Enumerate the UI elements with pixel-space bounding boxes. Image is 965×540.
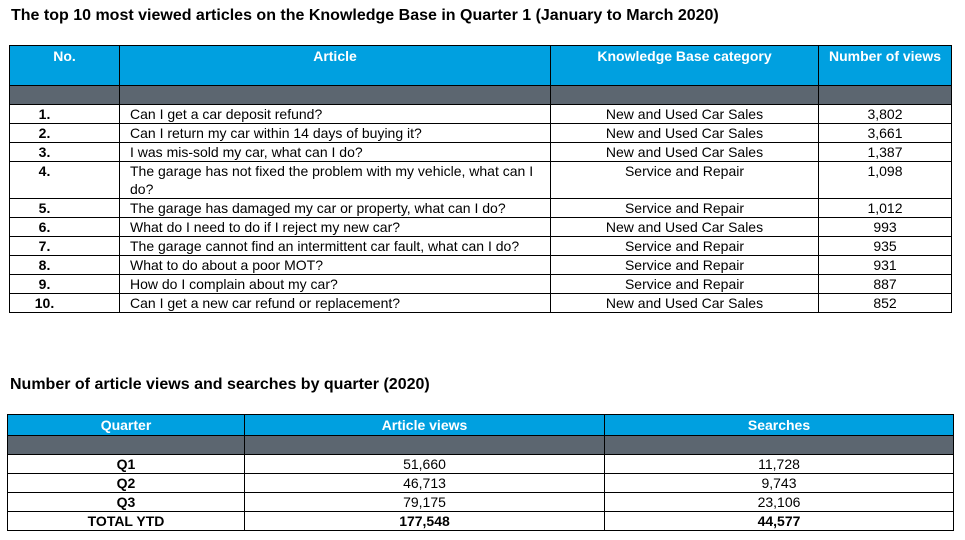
article-category: New and Used Car Sales [551,218,819,237]
view-count: 935 [819,237,952,256]
article-title: What do I need to do if I reject my new car? [120,218,551,237]
row-number: 10. [10,294,120,313]
total-searches: 44,577 [605,512,954,531]
table-row [10,162,952,199]
row-number: 6. [10,218,120,237]
article-category: New and Used Car Sales [551,294,819,313]
searches-value: 9,743 [605,474,954,493]
quarterly-stats-title: Number of article views and searches by quarter (2020) [10,376,430,393]
article-title: I was mis-sold my car, what can I do? [120,143,551,162]
article-category: New and Used Car Sales [551,124,819,143]
table-row [10,256,952,275]
column-header-article-views: Article views [245,415,605,436]
table-header-row [10,46,952,86]
quarterly-stats-table [7,414,954,531]
article-category: Service and Repair [551,275,819,294]
table-row [10,237,952,256]
article-category: Service and Repair [551,237,819,256]
row-number: 4. [10,162,120,199]
row-number: 9. [10,275,120,294]
article-category: Service and Repair [551,199,819,218]
column-header-article: Article [120,46,551,86]
article-category: New and Used Car Sales [551,105,819,124]
row-number: 2. [10,124,120,143]
view-count: 1,387 [819,143,952,162]
row-number: 3. [10,143,120,162]
table-row [10,143,952,162]
table-row [10,105,952,124]
article-views-value: 51,660 [245,455,605,474]
table-row [8,474,954,493]
header-separator-row [8,436,954,455]
table-row [8,455,954,474]
row-number: 5. [10,199,120,218]
table-row [10,124,952,143]
quarter-label: Q3 [8,493,245,512]
top-articles-table [9,45,952,313]
article-views-value: 46,713 [245,474,605,493]
table-row [10,218,952,237]
column-header-category: Knowledge Base category [551,46,819,86]
header-separator-row [10,86,952,105]
article-title: How do I complain about my car? [120,275,551,294]
top-articles-title: The top 10 most viewed articles on the Knowledge Base in Quarter 1 (January to March 2020) [11,7,719,24]
article-category: New and Used Car Sales [551,143,819,162]
table-row [10,294,952,313]
table-row [8,493,954,512]
article-title: What to do about a poor MOT? [120,256,551,275]
column-header-searches: Searches [605,415,954,436]
column-header-no: No. [10,46,120,86]
quarter-label: Q1 [8,455,245,474]
row-number: 8. [10,256,120,275]
table-row [10,275,952,294]
searches-value: 11,728 [605,455,954,474]
row-number: 1. [10,105,120,124]
table-header-row [8,415,954,436]
article-title: Can I get a new car refund or replacement? [120,294,551,313]
total-label: TOTAL YTD [8,512,245,531]
quarter-label: Q2 [8,474,245,493]
view-count: 993 [819,218,952,237]
article-category: Service and Repair [551,256,819,275]
column-header-views: Number of views [819,46,952,86]
total-row [8,512,954,531]
searches-value: 23,106 [605,493,954,512]
article-title: Can I return my car within 14 days of buying it? [120,124,551,143]
view-count: 1,098 [819,162,952,199]
article-title: The garage cannot find an intermittent car fault, what can I do? [120,237,551,256]
article-title: Can I get a car deposit refund? [120,105,551,124]
view-count: 1,012 [819,199,952,218]
column-header-quarter: Quarter [8,415,245,436]
view-count: 3,802 [819,105,952,124]
table-row [10,199,952,218]
row-number: 7. [10,237,120,256]
article-views-value: 79,175 [245,493,605,512]
view-count: 931 [819,256,952,275]
article-title: The garage has damaged my car or property, what can I do? [120,199,551,218]
article-category: Service and Repair [551,162,819,199]
total-article-views: 177,548 [245,512,605,531]
view-count: 887 [819,275,952,294]
view-count: 3,661 [819,124,952,143]
article-title: The garage has not fixed the problem with my vehicle, what can I do? [120,162,551,199]
view-count: 852 [819,294,952,313]
